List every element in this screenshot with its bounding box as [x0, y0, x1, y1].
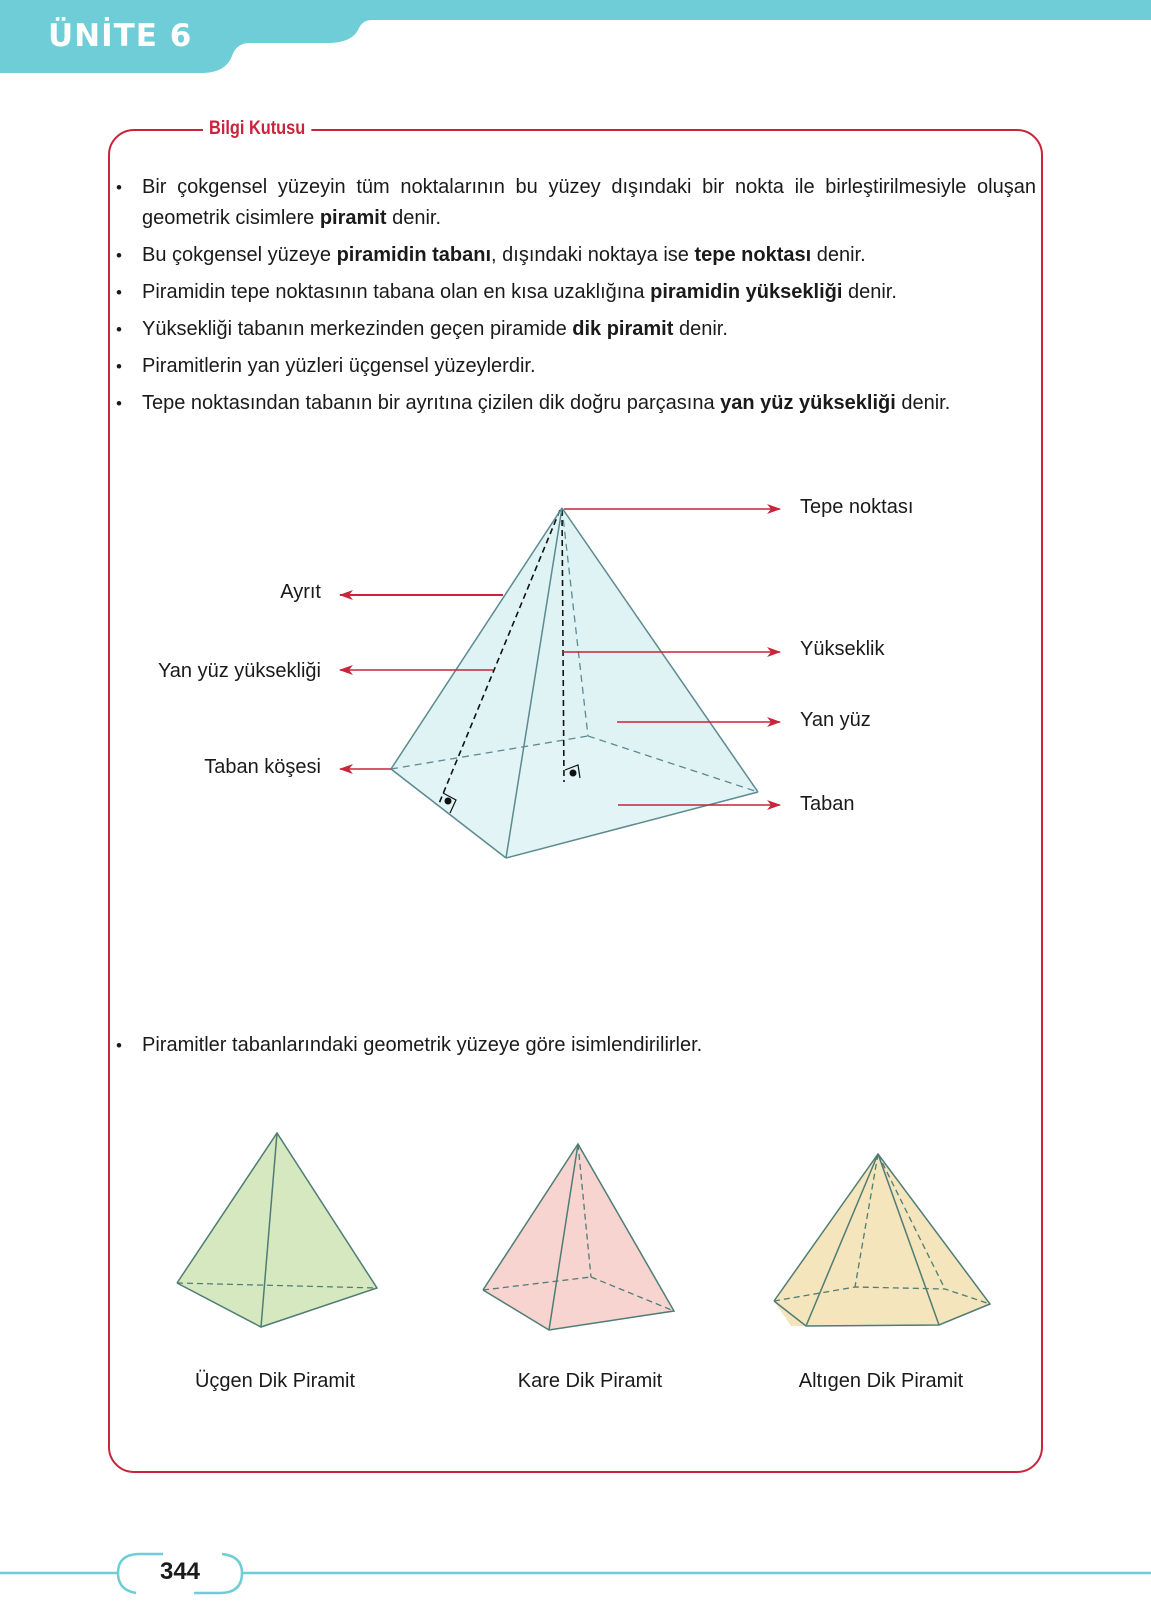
triangular-pyramid-figure	[177, 1133, 377, 1327]
label-base-vertex: Taban köşesi	[204, 756, 321, 778]
definition-text: Yüksekliği tabanın merkezinden geçen piramide	[142, 318, 573, 340]
bold-term: piramidin tabanı	[336, 244, 492, 266]
label-base: Taban	[800, 793, 855, 815]
unit-title: ÜNİTE 6	[48, 18, 193, 54]
definition-text: Piramidin tepe noktasının tabana olan en kısa uzaklığına	[142, 281, 651, 303]
definition-text: Piramitlerin yan yüzleri üçgensel yüzeylerdir.	[142, 355, 536, 377]
naming-bullet: • Piramitler tabanlarındaki geometrik yüzeye göre isimlendirilirler.	[116, 1030, 702, 1061]
square-pyramid-figure	[483, 1144, 674, 1330]
page-number: 344	[159, 1558, 201, 1585]
definition-text: denir.	[895, 392, 951, 414]
label-slant-height: Yan yüz yüksekliği	[157, 660, 321, 682]
label-lateral-face: Yan yüz	[800, 709, 871, 731]
bold-term: piramidin yüksekliği	[650, 281, 843, 303]
label-apex: Tepe noktası	[800, 496, 914, 518]
bold-term: dik piramit	[572, 318, 674, 340]
bold-term: yan yüz yüksekliği	[720, 392, 896, 414]
definition-text: denir.	[811, 244, 866, 266]
definition-text: denir.	[386, 207, 441, 229]
label-edge: Ayrıt	[280, 581, 321, 603]
definition-text: , dışındaki noktaya ise	[491, 244, 695, 266]
definition-text: Bu çokgensel yüzeye	[142, 244, 337, 266]
definition-text: Bir çokgensel yüzeyin tüm noktalarının bu yüzey dışındaki bir nokta ile birleştirilmesiyle oluşan geometrik cisimlere	[142, 176, 1036, 229]
caption-hexagonal-pyramid: Altıgen Dik Piramit	[798, 1370, 964, 1392]
definition-text: denir.	[673, 318, 728, 340]
definition-text: denir.	[842, 281, 897, 303]
bold-term: tepe noktası	[694, 244, 812, 266]
label-height: Yükseklik	[800, 638, 885, 660]
caption-triangular-pyramid: Üçgen Dik Piramit	[194, 1370, 356, 1392]
bold-term: piramit	[319, 207, 387, 229]
definition-text: Tepe noktasından tabanın bir ayrıtına çizilen dik doğru parçasına	[142, 392, 721, 414]
caption-square-pyramid: Kare Dik Piramit	[517, 1370, 663, 1392]
hexagonal-pyramid-figure	[774, 1154, 990, 1326]
info-box-title: Bilgi Kutusu	[203, 118, 311, 140]
